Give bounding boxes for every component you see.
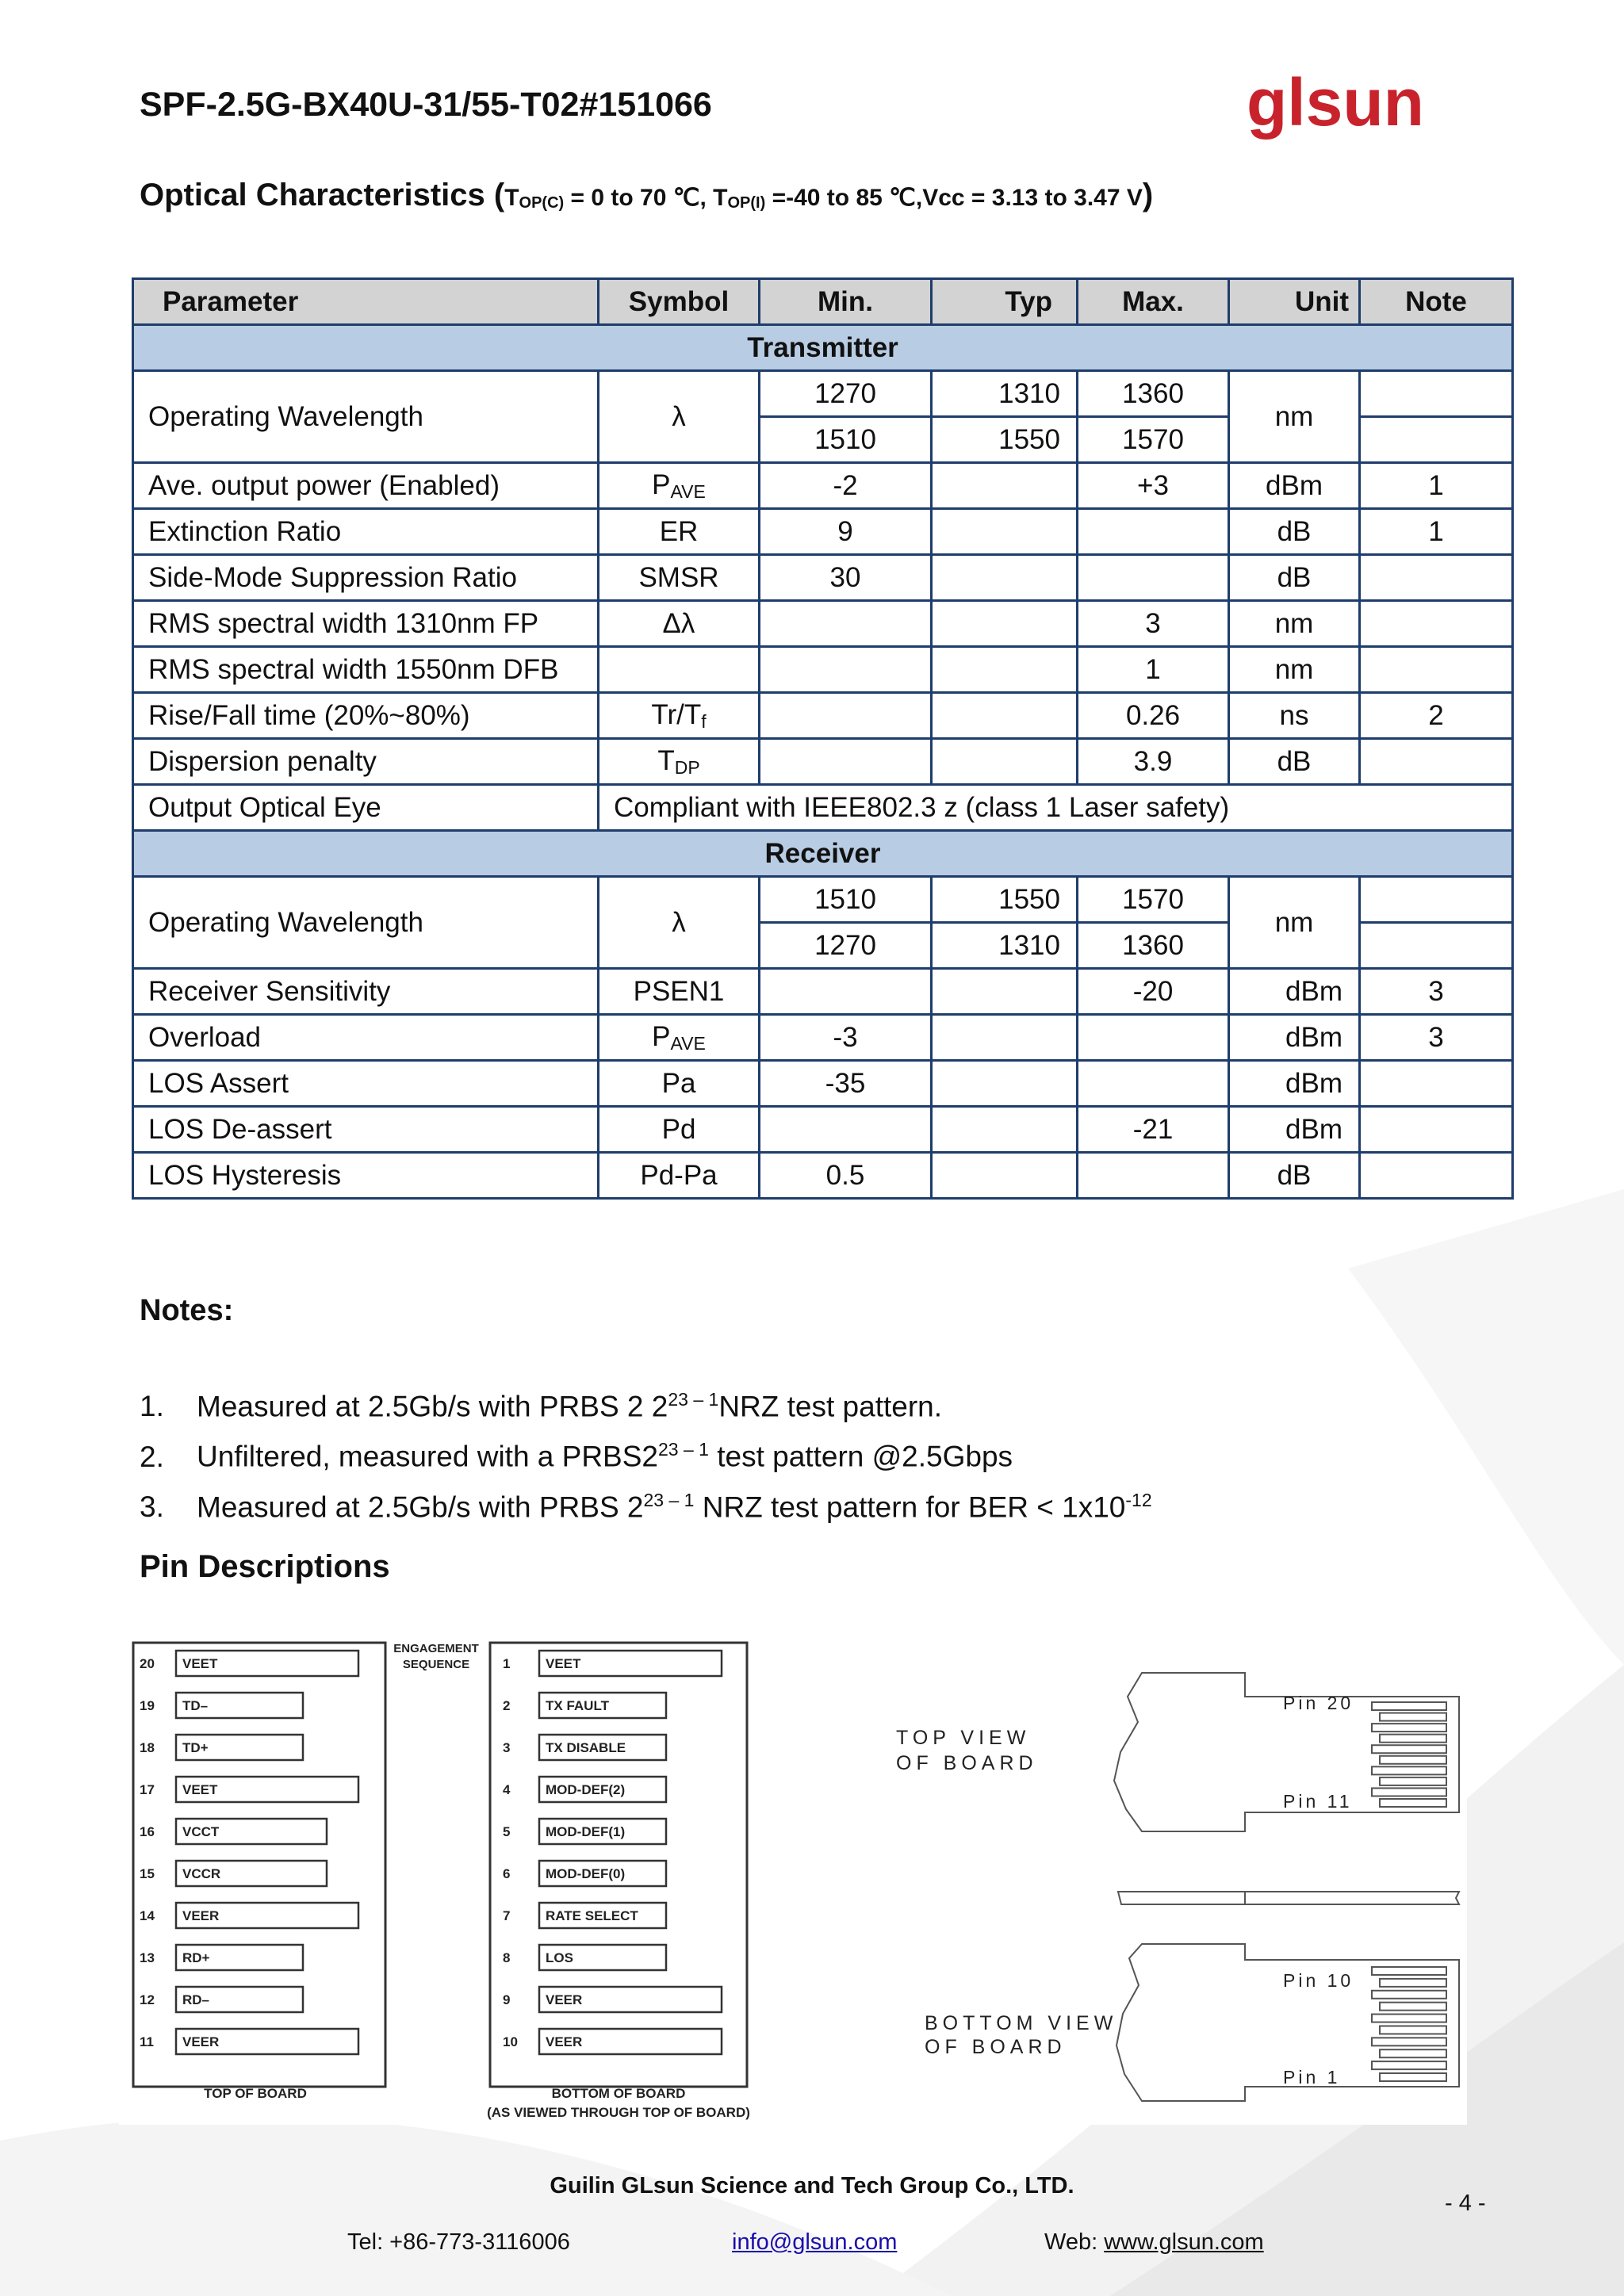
- pin-number: 16: [140, 1824, 155, 1839]
- cell-note: 3: [1360, 1015, 1513, 1061]
- footer-company-name: Guilin GLsun Science and Tech Group Co., LTD.: [550, 2173, 1074, 2198]
- pin-label: TX FAULT: [546, 1698, 609, 1713]
- cell-param: Output Optical Eye: [133, 785, 599, 831]
- table-header-row: [133, 279, 1513, 325]
- cell-note: [1360, 877, 1513, 923]
- cell-min: 30: [760, 555, 932, 601]
- cell-param: LOS Hysteresis: [133, 1153, 599, 1199]
- cell-symbol: $P_{AVE}$: [599, 1015, 760, 1061]
- cell-max: [1078, 555, 1229, 601]
- cell-param: LOS De-assert: [133, 1107, 599, 1153]
- cell-min: 1510: [760, 877, 932, 923]
- table-row: [133, 1107, 1513, 1153]
- cell-symbol: Pa: [599, 1061, 760, 1107]
- cell-typ: [932, 1153, 1078, 1199]
- cell-typ: [932, 1061, 1078, 1107]
- pin-label: VCCR: [182, 1866, 221, 1881]
- cell-max: 1570: [1078, 417, 1229, 463]
- cell-eye-value: Compliant with IEEE802.3 z (class 1 Laser safety): [599, 785, 1513, 831]
- pin-label: VEER: [182, 2034, 220, 2049]
- bottom-of-board-subcaption: (AS VIEWED THROUGH TOP OF BOARD): [487, 2105, 750, 2120]
- header-symbol: Symbol: [599, 279, 760, 325]
- pin-label: TD+: [182, 1740, 209, 1755]
- footer-web-link[interactable]: www.glsun.com: [1104, 2229, 1264, 2255]
- cell-max: -21: [1078, 1107, 1229, 1153]
- table-row: [133, 509, 1513, 555]
- pin-label: MOD-DEF(0): [546, 1866, 626, 1881]
- pin-number: 18: [140, 1740, 155, 1755]
- pin20-label: Pin 20: [1283, 1693, 1354, 1713]
- footer-contact: [0, 2229, 1624, 2261]
- pin-number: 3: [503, 1740, 511, 1755]
- pin-number: 8: [503, 1950, 511, 1965]
- cell-max: 3.9: [1078, 739, 1229, 785]
- cell-min: 1270: [760, 923, 932, 969]
- header-max: Max.: [1078, 279, 1229, 325]
- cell-symbol: ER: [599, 509, 760, 555]
- table-row: [133, 785, 1513, 831]
- cell-typ: [932, 1015, 1078, 1061]
- cell-min: [760, 601, 932, 647]
- section-transmitter: Transmitter: [133, 325, 1513, 371]
- cell-param: Side-Mode Suppression Ratio: [133, 555, 599, 601]
- header-unit: Unit: [1229, 279, 1360, 325]
- pin-label: VEER: [546, 1992, 583, 2007]
- bottom-view-label-2: OF BOARD: [925, 2036, 1067, 2058]
- footer-tel: Tel: +86-773-3116006: [347, 2229, 570, 2255]
- cell-symbol: $T_{DP}$: [599, 739, 760, 785]
- header-note: Note: [1360, 279, 1513, 325]
- cell-symbol: PSEN1: [599, 969, 760, 1015]
- cell-unit: ns: [1229, 693, 1360, 739]
- pin-diagram: [119, 1633, 1467, 2125]
- cell-note: [1360, 555, 1513, 601]
- cell-min: -35: [760, 1061, 932, 1107]
- cell-typ: [932, 693, 1078, 739]
- cell-typ: 1310: [932, 371, 1078, 417]
- cell-min: -3: [760, 1015, 932, 1061]
- cell-param: Dispersion penalty: [133, 739, 599, 785]
- pin10-label: Pin 10: [1283, 1970, 1354, 1991]
- pin-label: VEET: [182, 1656, 218, 1671]
- cell-symbol: Pd: [599, 1107, 760, 1153]
- top-view-label-1: TOP VIEW: [896, 1727, 1031, 1749]
- cell-note: [1360, 647, 1513, 693]
- cell-unit: dBm: [1229, 969, 1360, 1015]
- cell-max: [1078, 1153, 1229, 1199]
- table-row: [133, 463, 1513, 509]
- cell-typ: [932, 555, 1078, 601]
- pin-number: 6: [503, 1866, 511, 1881]
- pin-label: VEER: [182, 1908, 220, 1923]
- cell-unit: dBm: [1229, 1061, 1360, 1107]
- pin-number: 4: [503, 1782, 511, 1797]
- pin-label: LOS: [546, 1950, 573, 1965]
- table-row: [133, 555, 1513, 601]
- top-of-board-caption: TOP OF BOARD: [204, 2086, 307, 2101]
- cell-max: 3: [1078, 601, 1229, 647]
- cell-symbol: $P_{AVE}$: [599, 463, 760, 509]
- cell-unit: dB: [1229, 739, 1360, 785]
- cell-min: [760, 1107, 932, 1153]
- cell-param: Receiver Sensitivity: [133, 969, 599, 1015]
- pin-label: TD–: [182, 1698, 209, 1713]
- table-row: [133, 647, 1513, 693]
- glsun-logo: [1245, 76, 1451, 147]
- svg-text:glsun: glsun: [1247, 76, 1424, 140]
- cell-symbol: λ: [599, 877, 760, 969]
- cell-note: 2: [1360, 693, 1513, 739]
- cell-max: 1570: [1078, 877, 1229, 923]
- table-row: [133, 969, 1513, 1015]
- cell-note: [1360, 1061, 1513, 1107]
- cell-min: [760, 647, 932, 693]
- pin-number: 13: [140, 1950, 155, 1965]
- pin-label: VEER: [546, 2034, 583, 2049]
- cell-min: 9: [760, 509, 932, 555]
- cell-min: -2: [760, 463, 932, 509]
- cell-param: Operating Wavelength: [133, 371, 599, 463]
- cell-min: 0.5: [760, 1153, 932, 1199]
- cell-unit: nm: [1229, 371, 1360, 463]
- bottom-view-label-1: BOTTOM VIEW: [925, 2012, 1118, 2034]
- cell-max: [1078, 509, 1229, 555]
- table-row: [133, 371, 1513, 417]
- pin-number: 20: [140, 1656, 155, 1671]
- cell-unit: dB: [1229, 1153, 1360, 1199]
- pin11-label: Pin 11: [1283, 1791, 1353, 1812]
- cell-note: 1: [1360, 463, 1513, 509]
- cell-param: Operating Wavelength: [133, 877, 599, 969]
- pin-label: VEET: [182, 1782, 218, 1797]
- cell-unit: nm: [1229, 647, 1360, 693]
- cell-symbol: λ: [599, 371, 760, 463]
- note-item: 1. Measured at 2.5Gb/s with PRBS 2 2$^{23 - 1}$NRZ test pattern.: [140, 1389, 943, 1423]
- pin-descriptions-title: Pin Descriptions: [140, 1549, 390, 1584]
- cell-param: LOS Assert: [133, 1061, 599, 1107]
- cell-note: [1360, 739, 1513, 785]
- table-row: [133, 739, 1513, 785]
- pin-label: RATE SELECT: [546, 1908, 638, 1923]
- page-number: - 4 -: [1445, 2191, 1486, 2216]
- cell-min: [760, 969, 932, 1015]
- table-row: [133, 1061, 1513, 1107]
- notes-title: Notes:: [140, 1294, 234, 1327]
- cell-max: 1360: [1078, 371, 1229, 417]
- pin-number: 12: [140, 1992, 155, 2007]
- cell-max: 1360: [1078, 923, 1229, 969]
- footer-web: Web: www.glsun.com: [1044, 2229, 1264, 2255]
- table-row: [133, 1153, 1513, 1199]
- cell-unit: nm: [1229, 601, 1360, 647]
- bottom-of-board-caption: BOTTOM OF BOARD: [551, 2086, 686, 2101]
- notes-list: [140, 1378, 1152, 1529]
- section-row-receiver: [133, 831, 1513, 877]
- cell-typ: 1310: [932, 923, 1078, 969]
- table-row: [133, 693, 1513, 739]
- optical-title: Optical Characteristics: [140, 178, 485, 212]
- table-row: [133, 1015, 1513, 1061]
- pin-label: TX DISABLE: [546, 1740, 626, 1755]
- cell-note: 3: [1360, 969, 1513, 1015]
- pin-label: MOD-DEF(2): [546, 1782, 626, 1797]
- cell-unit: dB: [1229, 509, 1360, 555]
- cell-max: [1078, 1015, 1229, 1061]
- cell-min: [760, 693, 932, 739]
- cell-param: Ave. output power (Enabled): [133, 463, 599, 509]
- cell-min: [760, 739, 932, 785]
- pin1-label: Pin 1: [1283, 2067, 1341, 2087]
- cell-note: [1360, 601, 1513, 647]
- pin-number: 7: [503, 1908, 511, 1923]
- cell-param: RMS spectral width 1550nm DFB: [133, 647, 599, 693]
- cell-symbol: Pd-Pa: [599, 1153, 760, 1199]
- cell-min: 1270: [760, 371, 932, 417]
- cell-param: RMS spectral width 1310nm FP: [133, 601, 599, 647]
- cell-min: 1510: [760, 417, 932, 463]
- cell-max: 1: [1078, 647, 1229, 693]
- pin-number: 2: [503, 1698, 511, 1713]
- cell-symbol: SMSR: [599, 555, 760, 601]
- cell-param: Rise/Fall time (20%~80%): [133, 693, 599, 739]
- pin-label: VEET: [546, 1656, 581, 1671]
- cell-max: [1078, 1061, 1229, 1107]
- note-item: 2. Unfiltered, measured with a PRBS2$^{23 - 1}$ test pattern @2.5Gbps: [140, 1439, 1013, 1473]
- section-row-transmitter: [133, 325, 1513, 371]
- cell-typ: [932, 463, 1078, 509]
- top-view-label-2: OF BOARD: [896, 1752, 1038, 1774]
- conditions: $T_{OP(C)} = 0$ to 70 ℃, $T_{OP(I)} =-40$ to 85 ℃,Vcc = 3.13 to 3.47 V: [504, 185, 1143, 212]
- cell-note: [1360, 1153, 1513, 1199]
- optical-characteristics-heading: Optical Characteristics ($T_{OP(C)} = 0$ to 70 ℃, $T_{OP(I)} =-40$ to 85 ℃,Vcc = 3.13 to 3.47 V): [140, 178, 1154, 212]
- note-item: 3. Measured at 2.5Gb/s with PRBS 2$^{23 - 1}$ NRZ test pattern for BER < $1x10^{-12}$: [140, 1489, 1152, 1523]
- cell-unit: nm: [1229, 877, 1360, 969]
- cell-typ: [932, 1107, 1078, 1153]
- cell-note: [1360, 371, 1513, 417]
- cell-typ: 1550: [932, 417, 1078, 463]
- pin-number: 1: [503, 1656, 511, 1671]
- engagement-label-1: ENGAGEMENT: [393, 1642, 479, 1655]
- cell-note: [1360, 417, 1513, 463]
- cell-unit: dBm: [1229, 1015, 1360, 1061]
- header-typ: Typ: [932, 279, 1078, 325]
- cell-typ: [932, 601, 1078, 647]
- header-min: Min.: [760, 279, 932, 325]
- cell-symbol: Δλ: [599, 601, 760, 647]
- pin-number: 11: [140, 2034, 154, 2049]
- pin-number: 17: [140, 1782, 155, 1797]
- section-receiver: Receiver: [133, 831, 1513, 877]
- cell-typ: 1550: [932, 877, 1078, 923]
- header-parameter: Parameter: [133, 279, 599, 325]
- table-row: [133, 601, 1513, 647]
- optical-characteristics-table: [132, 277, 1514, 1200]
- pin-label: MOD-DEF(1): [546, 1824, 626, 1839]
- pin-number: 9: [503, 1992, 511, 2007]
- cell-typ: [932, 969, 1078, 1015]
- table-row: [133, 877, 1513, 923]
- cell-unit: dB: [1229, 555, 1360, 601]
- cell-max: -20: [1078, 969, 1229, 1015]
- pin-number: 10: [503, 2034, 518, 2049]
- cell-symbol: $Tr/T_f$: [599, 693, 760, 739]
- cell-note: 1: [1360, 509, 1513, 555]
- engagement-label-2: SEQUENCE: [402, 1658, 470, 1671]
- cell-param: Extinction Ratio: [133, 509, 599, 555]
- cell-param: Overload: [133, 1015, 599, 1061]
- pin-number: 14: [140, 1908, 155, 1923]
- cell-typ: [932, 739, 1078, 785]
- cell-unit: dBm: [1229, 463, 1360, 509]
- document-title: SPF-2.5G-BX40U-31/55-T02#151066: [140, 86, 712, 124]
- pin-number: 19: [140, 1698, 155, 1713]
- cell-note: [1360, 923, 1513, 969]
- pin-label: RD+: [182, 1950, 210, 1965]
- pin-label: VCCT: [182, 1824, 220, 1839]
- cell-typ: [932, 509, 1078, 555]
- cell-max: 0.26: [1078, 693, 1229, 739]
- pin-label: RD–: [182, 1992, 210, 2007]
- cell-note: [1360, 1107, 1513, 1153]
- footer-email-link[interactable]: info@glsun.com: [732, 2229, 898, 2255]
- cell-max: +3: [1078, 463, 1229, 509]
- cell-typ: [932, 647, 1078, 693]
- cell-symbol: [599, 647, 760, 693]
- pin-number: 5: [503, 1824, 511, 1839]
- pin-number: 15: [140, 1866, 155, 1881]
- cell-unit: dBm: [1229, 1107, 1360, 1153]
